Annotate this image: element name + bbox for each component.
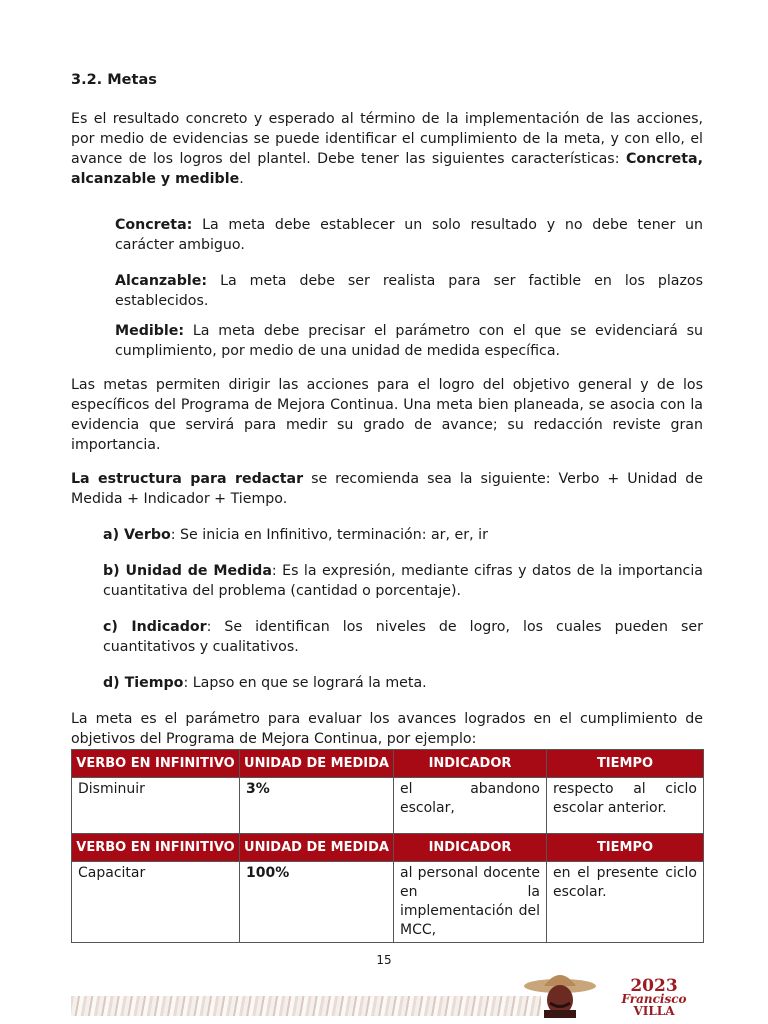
header-unidad: UNIDAD DE MEDIDA — [240, 834, 394, 862]
cell-tiempo: en el presente ciclo escolar. — [547, 862, 704, 943]
page-content — [71, 70, 703, 943]
paragraph-metas: Las metas permiten dirigir las acciones para el logro del objetivo general y de los específicos del Programa de Mejora Continua. Una meta bien planeada, se asocia con la evidencia que servirá para medir su grado de avance; su redacción reviste gran importancia. — [71, 377, 703, 453]
intro-paragraph: Es el resultado concreto y esperado al término de la implementación de las acciones, por medio de evidencias se puede identificar el cumplimiento de la meta, y con ello, el avance de los logros del plantel. Debe tener las siguientes características: Concreta, alcanzable y medible. — [71, 111, 703, 187]
header-indicador: INDICADOR — [394, 834, 547, 862]
metas-table — [71, 749, 704, 943]
header-verbo: VERBO EN INFINITIVO — [72, 834, 240, 862]
table-header-row — [72, 750, 704, 778]
header-indicador: INDICADOR — [394, 750, 547, 778]
table-row — [72, 862, 704, 943]
component-verbo: a) Verbo: Se inicia en Infinitivo, terminación: ar, er, ir — [103, 527, 488, 543]
logo-year: 2023 — [630, 976, 678, 996]
cell-tiempo: respecto al ciclo escolar anterior. — [547, 778, 704, 834]
portrait-shoulders — [544, 1010, 576, 1018]
characteristic-concreta: Concreta: La meta debe establecer un solo resultado y no debe tener un carácter ambiguo. — [115, 217, 703, 253]
sombrero-crown — [544, 975, 576, 986]
cell-verbo: Capacitar — [72, 862, 240, 943]
cell-indicador: al personal docente en la implementación del MCC, — [394, 862, 547, 943]
structure-paragraph: La estructura para redactar se recomienda sea la siguiente: Verbo + Unidad de Medida + Indicador + Tiempo. — [71, 471, 703, 507]
characteristic-medible: Medible: La meta debe precisar el parámetro con el que se evidenciará su cumplimiento, por medio de una unidad de medida específica. — [115, 323, 703, 359]
francisco-villa-2023-logo — [522, 966, 702, 1018]
header-tiempo: TIEMPO — [547, 750, 704, 778]
cell-verbo: Disminuir — [72, 778, 240, 834]
table-row — [72, 778, 704, 834]
footer-decorative-band — [71, 996, 541, 1016]
cell-unidad: 3% — [240, 778, 394, 834]
component-unidad: b) Unidad de Medida: Es la expresión, mediante cifras y datos de la importancia cuantitativa del problema (cantidad o porcentaje). — [103, 563, 703, 599]
intro-characteristics: Concreta, alcanzable y medible — [71, 151, 703, 187]
header-verbo: VERBO EN INFINITIVO — [72, 750, 240, 778]
cell-indicador: el abandono escolar, — [394, 778, 547, 834]
logo-name-first: Francisco — [621, 992, 687, 1006]
paragraph-ejemplo: La meta es el parámetro para evaluar los avances logrados en el cumplimiento de objetivos del Programa de Mejora Continua, por ejemplo: — [71, 711, 703, 747]
header-unidad: UNIDAD DE MEDIDA — [240, 750, 394, 778]
table-header-row — [72, 834, 704, 862]
page-number: 15 — [376, 953, 392, 967]
characteristic-alcanzable: Alcanzable: La meta debe ser realista para ser factible en los plazos establecidos. — [115, 273, 703, 309]
header-tiempo: TIEMPO — [547, 834, 704, 862]
logo-name-last: VILLA — [633, 1004, 675, 1018]
component-tiempo: d) Tiempo: Lapso en que se logrará la meta. — [103, 675, 427, 691]
section-title: 3.2. Metas — [71, 72, 157, 88]
component-indicador: c) Indicador: Se identifican los niveles de logro, los cuales pueden ser cuantitativos y cualitativos. — [103, 619, 703, 655]
cell-unidad: 100% — [240, 862, 394, 943]
